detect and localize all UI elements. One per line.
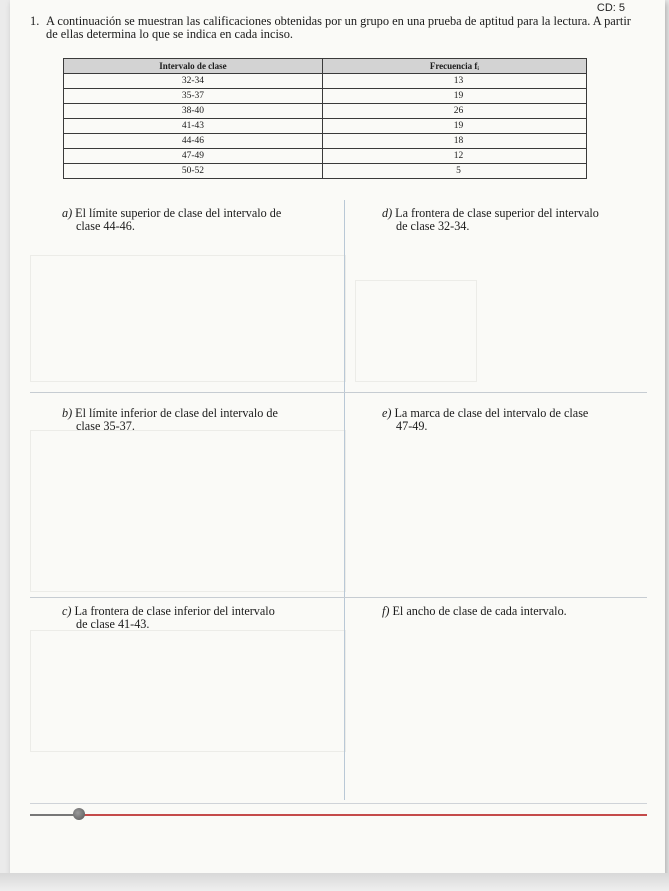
frequency-cell: 5 [322, 164, 586, 179]
header-frequency: Frecuencia fᵢ [322, 59, 586, 74]
table-row [64, 89, 587, 104]
part-a-line1: El límite superior de clase del intervalo de [75, 206, 282, 220]
ruler-gray-segment [30, 814, 78, 816]
table-row [64, 134, 587, 149]
interval-cell: 47-49 [64, 149, 323, 164]
part-d-line1: La frontera de clase superior del intervalo [395, 206, 599, 220]
part-e-line2: 47-49. [396, 419, 428, 433]
part-c-label: c) [62, 604, 72, 618]
part-a-line2: clase 44-46. [76, 219, 135, 233]
faint-grid [30, 255, 346, 382]
column-divider [344, 200, 345, 800]
table-row [64, 104, 587, 119]
part-e [382, 407, 652, 433]
ruler-line [30, 803, 647, 804]
ruler-red-segment [75, 814, 647, 816]
part-f [382, 605, 652, 618]
interval-cell: 44-46 [64, 134, 323, 149]
table-row [64, 74, 587, 89]
part-c-line1: La frontera de clase inferior del intervalo [74, 604, 275, 618]
frequency-cell: 26 [322, 104, 586, 119]
table-row [64, 119, 587, 134]
table-row [64, 149, 587, 164]
scan-bottom-shadow [0, 873, 669, 891]
part-d-label: d) [382, 206, 393, 220]
part-d-line2: de clase 32-34. [396, 219, 470, 233]
header-interval: Intervalo de clase [64, 59, 323, 74]
frequency-cell: 19 [322, 89, 586, 104]
question-text: A continuación se muestran las calificaciones obtenidas por un grupo en una prueba de aptitud para la lectura. A partir de ellas determina lo que se indica en cada inciso. [46, 14, 631, 41]
worksheet-page [10, 0, 665, 876]
part-b-line1: El límite inferior de clase del intervalo de [75, 406, 278, 420]
question-number: 1. [30, 14, 40, 28]
frequency-cell: 13 [322, 74, 586, 89]
question-1 [30, 14, 641, 41]
part-b-line2: clase 35-37. [76, 419, 135, 433]
frequency-cell: 12 [322, 149, 586, 164]
interval-cell: 32-34 [64, 74, 323, 89]
part-c-line2: de clase 41-43. [76, 617, 150, 631]
part-e-line1: La marca de clase del intervalo de clase [394, 406, 589, 420]
faint-grid [30, 430, 346, 592]
interval-cell: 41-43 [64, 119, 323, 134]
frequency-table [63, 58, 587, 179]
part-f-label: f) [382, 604, 390, 618]
part-c [62, 605, 342, 631]
part-f-line1: El ancho de clase de cada intervalo. [392, 604, 567, 618]
faint-grid [355, 280, 477, 382]
part-a [62, 207, 342, 233]
cd-label: CD: 5 [596, 2, 625, 14]
interval-cell: 50-52 [64, 164, 323, 179]
ruler-knob-icon [73, 808, 85, 820]
part-e-label: e) [382, 406, 392, 420]
part-d [382, 207, 652, 233]
faint-grid [30, 630, 346, 752]
table-header-row [64, 59, 587, 74]
section-separator [30, 597, 647, 598]
interval-cell: 38-40 [64, 104, 323, 119]
part-b-label: b) [62, 406, 73, 420]
part-a-label: a) [62, 206, 73, 220]
frequency-cell: 18 [322, 134, 586, 149]
table-row [64, 164, 587, 179]
part-b [62, 407, 342, 433]
frequency-cell: 19 [322, 119, 586, 134]
section-separator [30, 392, 647, 393]
interval-cell: 35-37 [64, 89, 323, 104]
